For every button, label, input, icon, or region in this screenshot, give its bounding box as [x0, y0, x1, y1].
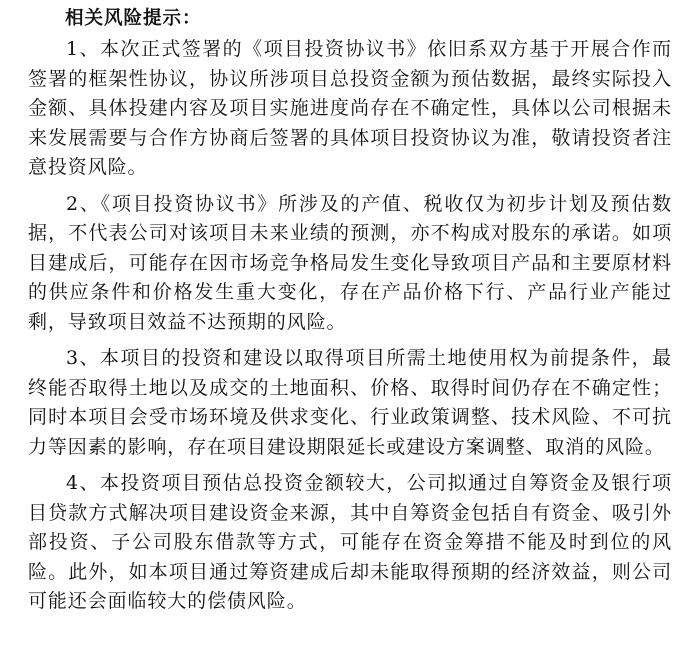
risk-item-1: 1、本次正式签署的《项目投资协议书》依旧系双方基于开展合作而签署的框架性协议，协议所涉项目总投资金额为预估数据，最终实际投入金额、具体投建内容及项目实施进度尚存在不确定性，具体以公司根据未来发展需要与合作方协商后签署的具体项目投资协议为准，敬请投资者注意投资风险。 [28, 38, 672, 178]
risk-item-2: 2、《项目投资协议书》所涉及的产值、税收仅为初步计划及预估数据，不代表公司对该项目未来业绩的预测，亦不构成对股东的承诺。如项目建成后，可能存在因市场竞争格局发生变化导致项目产品和主要原材料的供应条件和价格发生重大变化，存在产品价格下行、产品行业产能过剩，导致项目效益不达预期的风险。 [28, 192, 672, 333]
risk-notice-document [28, 4, 672, 617]
risk-notice-heading: 相关风险提示： [65, 8, 202, 29]
risk-item-4: 4、本投资项目预估总投资金额较大，公司拟通过自筹资金及银行项目贷款方式解决项目建设资金来源，其中自筹资金包括自有资金、吸引外部投资、子公司股东借款等方式，可能存在资金筹措不能及时到位的风险。此外，如本项目通过筹资建成后却未能取得预期的经济效益，则公司可能还会面临较大的偿债风险。 [28, 472, 672, 612]
risk-item-3: 3、本项目的投资和建设以取得项目所需土地使用权为前提条件，最终能否取得土地以及成交的土地面积、价格、取得时间仍存在不确定性；同时本项目会受市场环境及供求变化、行业政策调整、技术风险、不可抗力等因素的影响，存在项目建设期限延长或建设方案调整、取消的风险。 [28, 347, 672, 458]
